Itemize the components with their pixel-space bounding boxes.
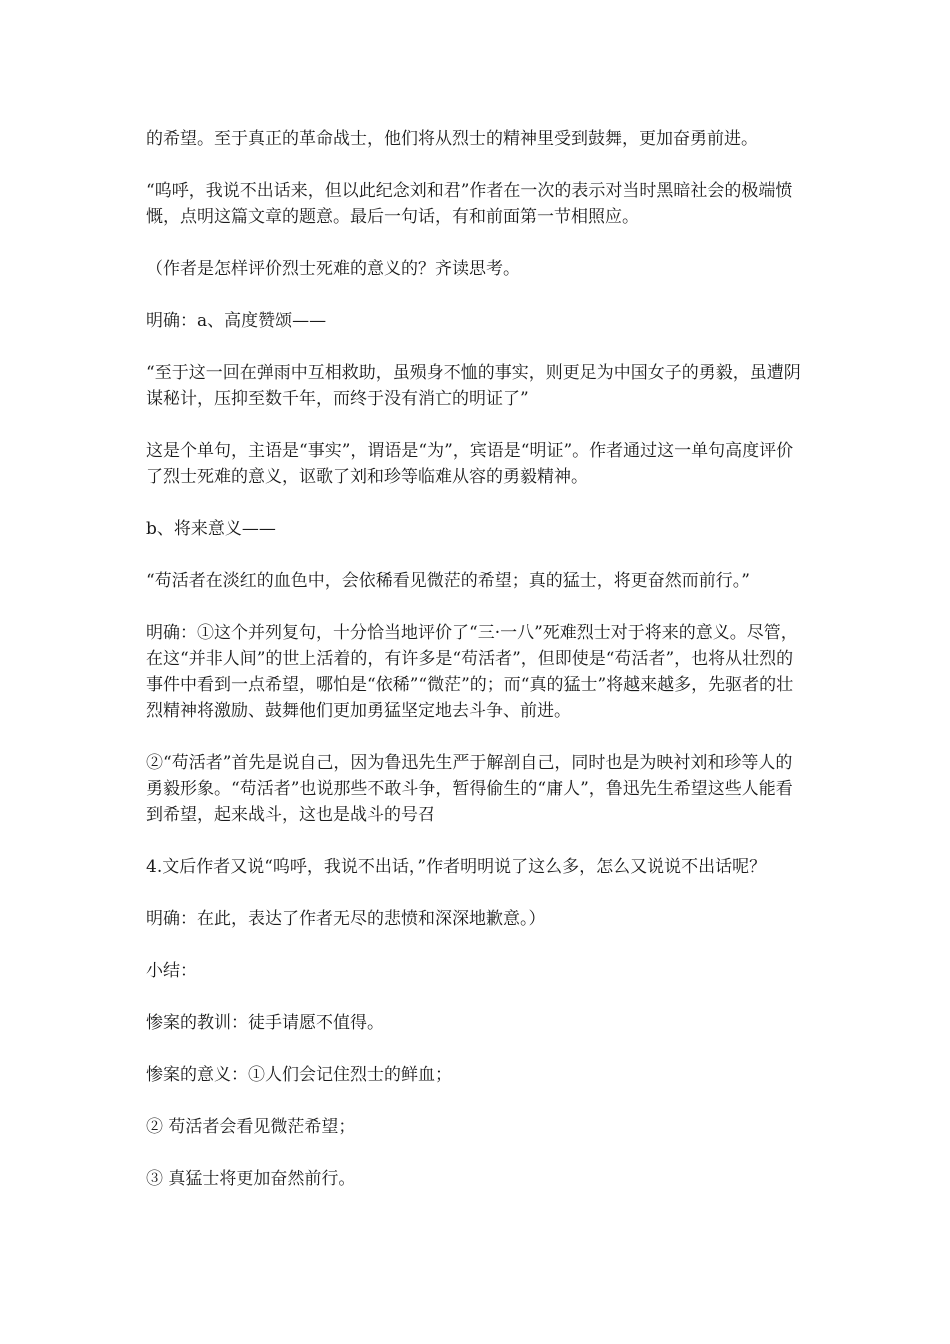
paragraph-lesson: 惨案的教训：徒手请愿不值得。 — [146, 1013, 384, 1033]
paragraph-answer-b: b、将来意义—— — [146, 519, 276, 539]
paragraph-quote-warrior: “苟活者在淡红的血色中，会依稀看见微茫的希望；真的猛士，将更奋然而前行。” — [146, 571, 750, 591]
paragraph-answer-a: 明确：a、高度赞颂—— — [146, 311, 327, 331]
paragraph-sentence-analysis: 这是个单句，主语是“事实”，谓语是“为”，宾语是“明证”。作者通过这一单句高度评价了烈士死难的意义，讴歌了刘和珍等临难从容的勇毅精神。 — [146, 441, 794, 487]
paragraph-significance-2: ② 苟活者会看见微茫希望； — [146, 1117, 356, 1137]
paragraph-quote-courage: “至于这一回在弹雨中互相救助，虽殒身不恤的事实，则更足为中国女子的勇毅，虽遭阴谋秘计，压抑至数千年，而终于没有消亡的明证了” — [146, 363, 801, 409]
paragraph-hope-warriors: 的希望。至于真正的革命战士，他们将从烈士的精神里受到鼓舞，更加奋勇前进。 — [146, 129, 758, 149]
paragraph-wuhu-comment: “呜呼，我说不出话来，但以此纪念刘和君”作者在一次的表示对当时黑暗社会的极端愤慨，点明这篇文章的题意。最后一句话，有和前面第一节相照应。 — [146, 181, 793, 227]
paragraph-answer-2: ②“苟活者”首先是说自己，因为鲁迅先生严于解剖自己，同时也是为映衬刘和珍等人的勇毅形象。“苟活者”也说那些不敢斗争，暂得偷生的“庸人”，鲁迅先生希望这些人能看到希望，起来战斗，这也是战斗的号召 — [146, 753, 793, 825]
paragraph-question: （作者是怎样评价烈士死难的意义的？齐读思考。 — [146, 259, 520, 279]
document-body — [146, 126, 806, 1218]
paragraph-answer-1: 明确：①这个并列复句，十分恰当地评价了“三·一八”死难烈士对于将来的意义。尽管，在这“并非人间”的世上活着的，有许多是“苟活者”，但即使是“苟活者”，也将从壮烈的事件中看到一点希望，哪怕是“依稀”“微茫”的；而“真的猛士”将越来越多，先驱者的壮烈精神将激励、鼓舞他们更加勇猛坚定地去斗争、前进。 — [146, 623, 798, 721]
paragraph-question-4: 4.文后作者又说“呜呼，我说不出话，”作者明明说了这么多，怎么又说说不出话呢？ — [146, 857, 767, 877]
paragraph-significance-3: ③ 真猛士将更加奋然前行。 — [146, 1169, 356, 1189]
paragraph-summary-heading: 小结： — [146, 961, 197, 981]
paragraph-significance: 惨案的意义：①人们会记住烈士的鲜血； — [146, 1065, 452, 1085]
paragraph-answer-4: 明确：在此，表达了作者无尽的悲愤和深深地歉意。） — [146, 909, 546, 929]
